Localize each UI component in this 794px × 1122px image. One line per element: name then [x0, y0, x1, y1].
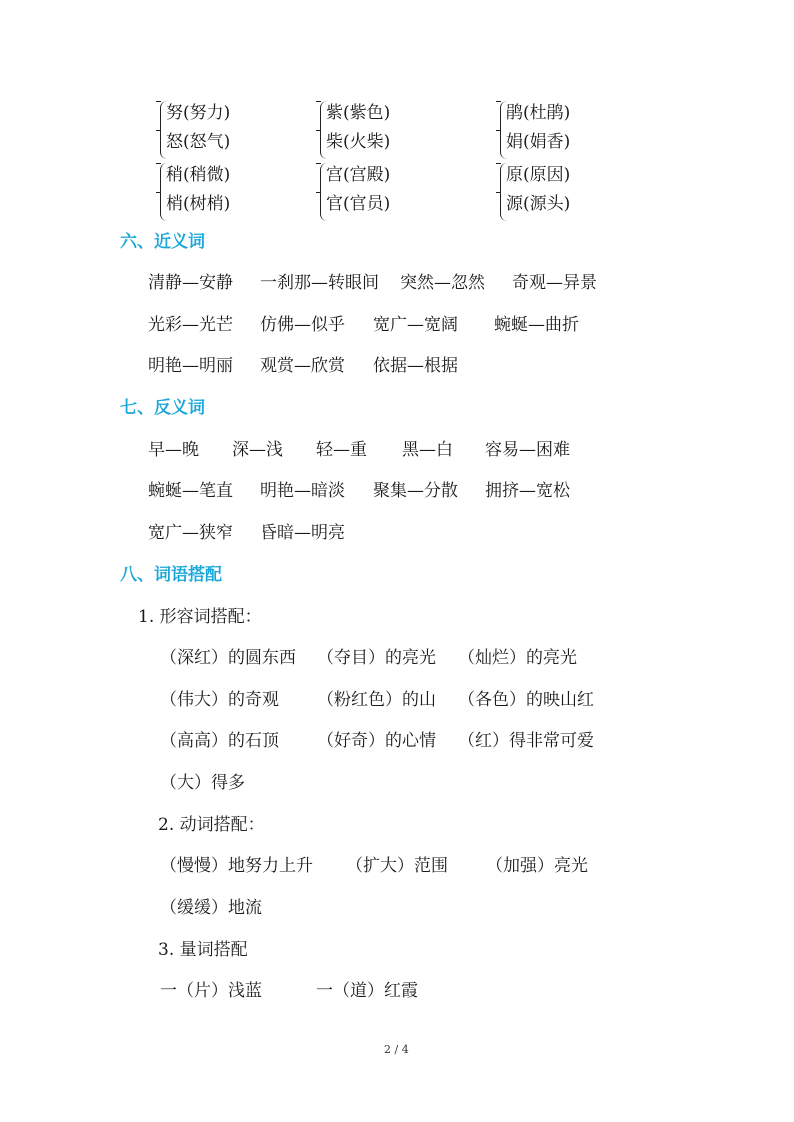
- char-item: 宫(宫殿): [326, 165, 391, 185]
- adjective-phrase: （夺目）的亮光: [317, 648, 436, 668]
- antonym-pair: 聚集—分散: [373, 481, 458, 501]
- char-item: 努(努力): [166, 103, 231, 123]
- char-item: 鹃(杜鹃): [506, 103, 571, 123]
- synonym-pair: 蜿蜒—曲折: [494, 315, 579, 335]
- synonym-pair: 依据—根据: [373, 356, 458, 376]
- verb-phrase: （慢慢）地努力上升: [160, 856, 313, 876]
- verb-phrase: （缓缓）地流: [160, 898, 262, 918]
- synonym-pair: 奇观—异景: [512, 273, 597, 293]
- synonym-pair: 光彩—光芒: [148, 315, 233, 335]
- antonym-pair: 黑—白: [402, 440, 453, 460]
- adjective-phrase: （灿烂）的亮光: [458, 648, 577, 668]
- synonym-pair: 清静—安静: [148, 273, 233, 293]
- synonym-pair: 一刹那—转眼间: [260, 273, 379, 293]
- adjective-phrase: （粉红色）的山: [317, 690, 436, 710]
- adjective-phrase: （伟大）的奇观: [160, 690, 279, 710]
- antonym-pair: 早—晚: [148, 440, 199, 460]
- subheading-measure-words: 3. 量词搭配: [158, 940, 248, 960]
- antonym-pair: 轻—重: [316, 440, 367, 460]
- page-number: 2 / 4: [384, 1043, 409, 1056]
- antonym-pair: 容易—困难: [485, 440, 570, 460]
- char-item: 柴(火柴): [326, 132, 391, 152]
- section-heading-antonyms: 七、反义词: [120, 398, 205, 418]
- antonym-pair: 昏暗—明亮: [260, 523, 345, 543]
- measure-phrase: 一（道）红霞: [316, 981, 418, 1001]
- adjective-phrase: （红）得非常可爱: [458, 731, 594, 751]
- synonym-pair: 突然—忽然: [400, 273, 485, 293]
- char-item: 怒(怒气): [166, 132, 231, 152]
- measure-phrase: 一（片）浅蓝: [160, 981, 262, 1001]
- antonym-pair: 深—浅: [232, 440, 283, 460]
- char-item: 原(原因): [506, 165, 571, 185]
- char-item: 紫(紫色): [326, 103, 391, 123]
- adjective-phrase: （大）得多: [160, 773, 245, 793]
- section-heading-collocations: 八、词语搭配: [120, 565, 222, 585]
- synonym-pair: 宽广—宽阔: [373, 315, 458, 335]
- antonym-pair: 拥挤—宽松: [485, 481, 570, 501]
- char-item: 娟(娟香): [506, 132, 571, 152]
- adjective-phrase: （好奇）的心情: [317, 731, 436, 751]
- section-heading-synonyms: 六、近义词: [120, 232, 205, 252]
- synonym-pair: 明艳—明丽: [148, 356, 233, 376]
- char-item: 梢(树梢): [166, 194, 231, 214]
- verb-phrase: （加强）亮光: [486, 856, 588, 876]
- antonym-pair: 明艳—暗淡: [260, 481, 345, 501]
- char-item: 源(源头): [506, 194, 571, 214]
- adjective-phrase: （各色）的映山红: [458, 690, 594, 710]
- synonym-pair: 仿佛—似乎: [260, 315, 345, 335]
- adjective-phrase: （深红）的圆东西: [160, 648, 296, 668]
- adjective-phrase: （高高）的石顶: [160, 731, 279, 751]
- char-item: 官(官员): [326, 194, 391, 214]
- synonym-pair: 观赏—欣赏: [260, 356, 345, 376]
- verb-phrase: （扩大）范围: [346, 856, 448, 876]
- antonym-pair: 蜿蜒—笔直: [148, 481, 233, 501]
- subheading-verbs: 2. 动词搭配：: [158, 815, 265, 835]
- char-item: 稍(稍微): [166, 165, 231, 185]
- antonym-pair: 宽广—狭窄: [148, 523, 233, 543]
- subheading-adjectives: 1. 形容词搭配：: [138, 607, 262, 627]
